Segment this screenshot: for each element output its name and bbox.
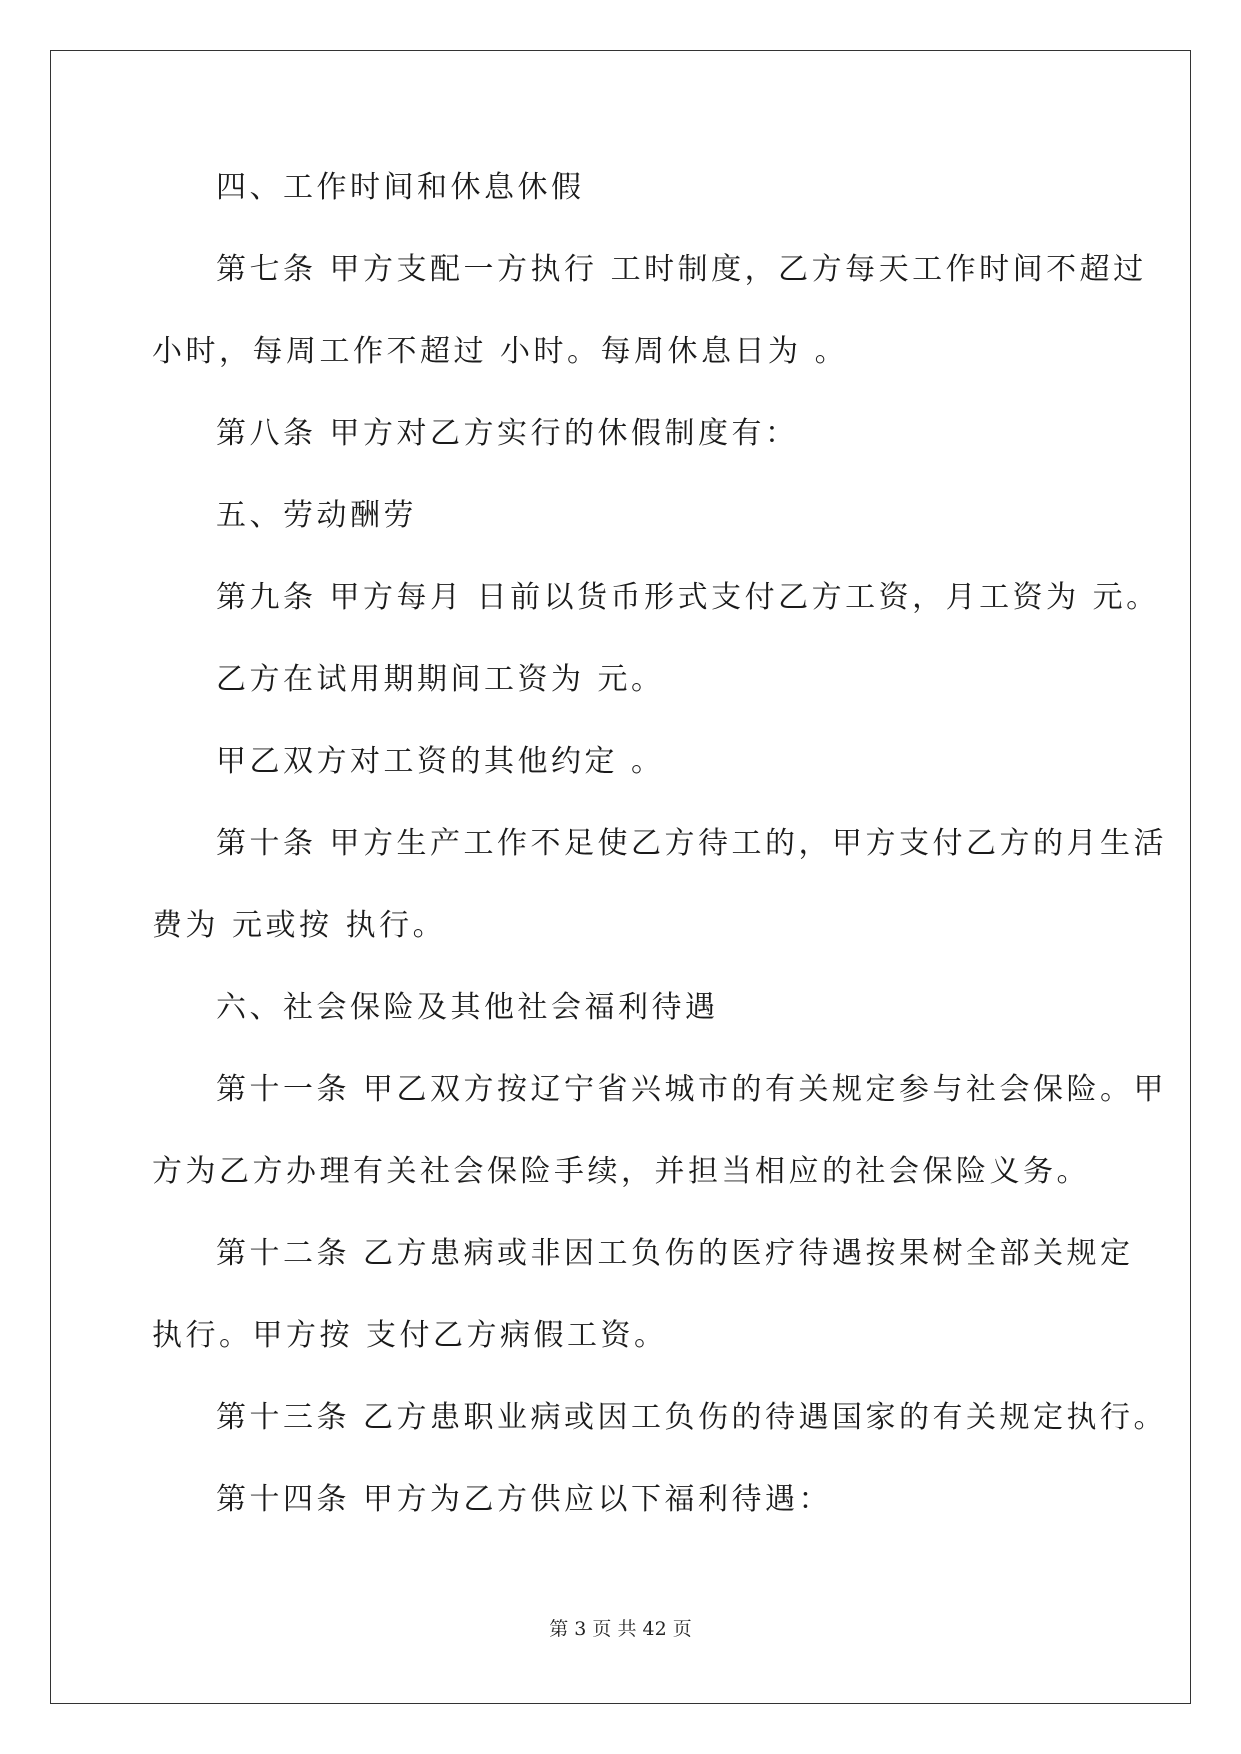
- article-9-line-2: 乙方在试用期期间工资为 元。: [216, 662, 665, 697]
- article-9-line-1: 第九条 甲方每月 日前以货币形式支付乙方工资，月工资为 元。: [216, 580, 1160, 615]
- page-number-footer: 第 3 页 共 42 页: [549, 1618, 692, 1640]
- article-11-line-1: 第十一条 甲乙双方按辽宁省兴城市的有关规定参与社会保险。甲: [216, 1072, 1168, 1107]
- article-12-line-2: 执行。甲方按 支付乙方病假工资。: [152, 1318, 668, 1353]
- article-10-line-2: 费为 元或按 执行。: [152, 908, 447, 943]
- section-heading-social-insurance: 六、社会保险及其他社会福利待遇: [216, 990, 719, 1025]
- article-7-line-1: 第七条 甲方支配一方执行 工时制度，乙方每天工作时间不超过: [216, 252, 1147, 287]
- article-9-line-3: 甲乙双方对工资的其他约定 。: [216, 744, 665, 779]
- article-12-line-1: 第十二条 乙方患病或非因工负伤的医疗待遇按果树全部关规定: [216, 1236, 1134, 1271]
- section-heading-remuneration: 五、劳动酬劳: [216, 498, 417, 533]
- article-10-line-1: 第十条 甲方生产工作不足使乙方待工的，甲方支付乙方的月生活: [216, 826, 1168, 861]
- article-7-line-2: 小时，每周工作不超过 小时。每周休息日为 。: [152, 334, 849, 369]
- article-14: 第十四条 甲方为乙方供应以下福利待遇：: [216, 1482, 833, 1517]
- article-13: 第十三条 乙方患职业病或因工负伤的待遇国家的有关规定执行。: [216, 1400, 1168, 1435]
- page-border: [50, 50, 1191, 1704]
- article-11-line-2: 方为乙方办理有关社会保险手续，并担当相应的社会保险义务。: [152, 1154, 1090, 1189]
- article-8: 第八条 甲方对乙方实行的休假制度有：: [216, 416, 799, 451]
- section-heading-work-hours: 四、工作时间和休息休假: [216, 170, 585, 205]
